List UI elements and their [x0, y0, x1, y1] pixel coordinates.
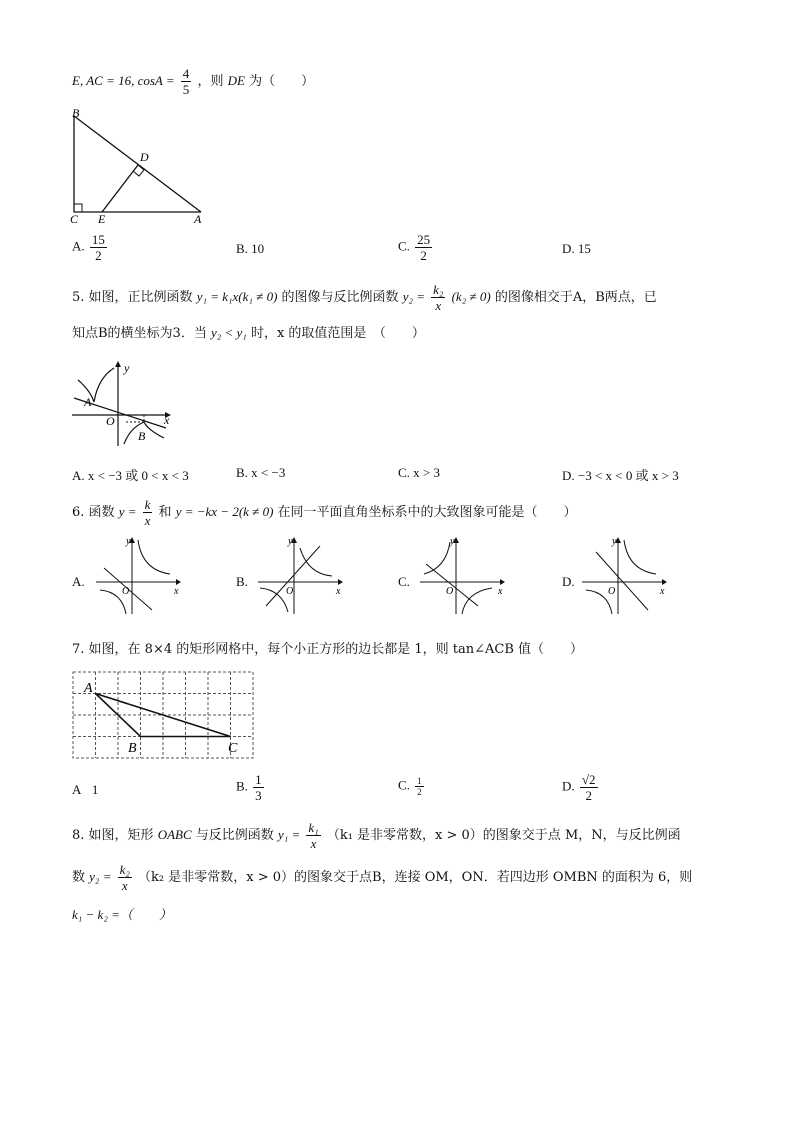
q7-option-c-fraction: [415, 776, 424, 797]
q7-point-b-label: B: [128, 741, 137, 756]
q8-formula-1-fraction: [306, 820, 320, 851]
q5-formula-2-fraction: [431, 282, 445, 313]
q4-cos-den: 5: [182, 82, 190, 97]
q4-stem-var: DE: [227, 73, 245, 88]
q6-c-y-label: y: [450, 536, 455, 547]
q4-label-b: B: [72, 106, 80, 120]
q8-text-c: （k₁ 是非零常数，x > 0）的图象交于点 M，N，与反比例函: [326, 828, 681, 843]
q6-graph-b[interactable]: [254, 534, 346, 616]
q7-option-b-fraction: [253, 772, 264, 803]
q4-label-d: D: [140, 150, 149, 164]
q8-text-a: 8. 如图，矩形: [72, 828, 154, 843]
q8-text-d: 数: [72, 870, 86, 885]
q4-option-a-num: 15: [91, 232, 105, 247]
q8-formula-1-left: y₁ =: [277, 827, 301, 842]
q8-formula-1-den: x: [310, 836, 317, 851]
q7-option-d-fraction: [580, 772, 598, 803]
q7-option-d-den: 2: [585, 788, 592, 803]
q4-option-b-value: 10: [251, 241, 265, 256]
q6-d-x-label: x: [660, 586, 665, 597]
q6-c-x-label: x: [498, 586, 503, 597]
q7-option-d-label: D.: [562, 778, 575, 794]
q6-formula-1-fraction: [143, 497, 153, 528]
q7-option-d-num: √2: [581, 772, 596, 787]
q6-graph-c[interactable]: [416, 534, 508, 616]
q6-stem: [72, 497, 577, 528]
q5-text-e: 时，x 的取值范围是 （ ）: [250, 326, 425, 341]
q4-option-d-value: 15: [577, 241, 591, 256]
q7-option-d[interactable]: [562, 772, 600, 803]
q8-formula-2-left: y₂ =: [89, 869, 112, 884]
q6-d-y-label: y: [612, 536, 617, 547]
q5-text-a: 5. 如图，正比例函数: [72, 290, 193, 305]
q6-formula-2: y = −kx − 2(k ≠ 0): [175, 504, 274, 519]
q5-graph-figure: [68, 358, 178, 448]
q5-stem-line2: [72, 323, 425, 344]
q4-option-a-den: 2: [95, 248, 102, 263]
q8-text-e: （k₂ 是非零常数，x > 0）的图象交于点B，连接 OM，ON．若四边形 OMBN 的面积为 6，则: [138, 870, 693, 885]
q8-text-f: k₁ − k₂ =（ ）: [72, 907, 172, 922]
q6-b-x-label: x: [336, 586, 341, 597]
q6-text-c: 在同一平面直角坐标系中的大致图象可能是（ ）: [277, 505, 577, 520]
q5-option-a[interactable]: A. x < −3 或 0 < x < 3: [72, 468, 189, 483]
q8-formula-1-num: k₁: [308, 820, 319, 835]
q7-option-a-label: A: [72, 782, 81, 797]
q5-formula-1: y₁ = k₁x(k₁ ≠ 0): [196, 289, 278, 304]
q5-formula-2-num: k₂: [433, 282, 444, 297]
q5-axis-x-label: x: [164, 413, 170, 427]
q6-graph-a[interactable]: [92, 534, 184, 616]
q4-stem-end: 为（ ）: [249, 74, 315, 89]
q7-option-c-label: C.: [398, 777, 410, 793]
q7-option-c-num: 1: [417, 776, 422, 786]
q7-option-b-den: 3: [255, 788, 262, 803]
q6-text-b: 和: [158, 505, 172, 520]
q6-formula-1-num: k: [144, 497, 151, 512]
q5-point-a-label: A: [84, 395, 92, 409]
q6-c-origin-label: O: [446, 586, 454, 597]
q6-a-x-label: x: [174, 586, 179, 597]
q5-text-d: 知点B的横坐标为3．当: [72, 326, 207, 341]
q7-option-b-num: 1: [255, 772, 262, 787]
q7-point-c-label: C: [228, 741, 238, 756]
q5-point-b-label: B: [138, 429, 146, 443]
q4-option-c-den: 2: [420, 248, 427, 263]
q5-option-d[interactable]: D. −3 < x < 0 或 x > 3: [562, 468, 679, 483]
q6-text-a: 6. 函数: [72, 505, 115, 520]
q7-option-b-label: B.: [236, 778, 248, 794]
q6-formula-1-den: x: [144, 513, 151, 528]
q4-stem: [72, 66, 314, 97]
q5-option-c[interactable]: C. x > 3: [398, 465, 441, 480]
q8-stem-line1: [72, 820, 681, 851]
q5-text-b: 的图像与反比例函数: [281, 290, 399, 305]
q4-label-c: C: [70, 212, 79, 224]
q4-stem-suffix: ，则: [197, 74, 224, 89]
q7-stem: 7. 如图，在 8×4 的矩形网格中，每个小正方形的边长都是 1，则 tan∠ACB 值（ ）: [72, 642, 584, 657]
q6-formula-1-left: y =: [118, 504, 137, 519]
q8-formula-2-num: k₂: [119, 862, 130, 877]
q4-option-a-label: A.: [72, 238, 85, 254]
q7-grid-figure: [70, 668, 260, 764]
q4-label-a: A: [194, 212, 202, 224]
q5-formula-2-left: y₂ =: [402, 289, 426, 304]
q6-option-a-label[interactable]: A.: [72, 574, 85, 589]
q6-option-c-label[interactable]: C.: [398, 574, 410, 589]
q4-option-d[interactable]: [562, 241, 591, 257]
q6-d-origin-label: O: [608, 586, 616, 597]
q6-a-origin-label: O: [122, 586, 130, 597]
q4-option-a-fraction: [90, 232, 107, 263]
q4-triangle-figure: [66, 104, 216, 224]
q6-b-origin-label: O: [286, 586, 294, 597]
q7-option-a-value: 1: [91, 782, 99, 797]
q8-stem-line3: [72, 905, 172, 926]
q6-b-y-label: y: [288, 536, 293, 547]
q4-label-e: E: [98, 212, 106, 224]
q5-formula-3: y₂ < y₁: [210, 325, 247, 340]
q6-option-d-label[interactable]: D.: [562, 574, 575, 589]
q4-cos-num: 4: [182, 66, 190, 81]
q4-option-b-label: B.: [236, 241, 248, 256]
q6-a-y-label: y: [126, 536, 131, 547]
q5-axis-y-label: y: [124, 361, 130, 375]
q5-formula-2-right: (k₂ ≠ 0): [451, 289, 491, 304]
q8-formula-2-den: x: [121, 878, 128, 893]
q4-option-b[interactable]: [236, 241, 264, 257]
q5-formula-2-den: x: [435, 298, 442, 313]
q8-formula-2-fraction: [118, 862, 132, 893]
q4-stem-prefix: E, AC = 16, cosA =: [72, 73, 175, 88]
q6-option-b-label[interactable]: B.: [236, 574, 248, 589]
q8-var-oabc: OABC: [157, 827, 192, 842]
q5-origin-label: O: [106, 414, 115, 428]
q7-option-c-den: 2: [417, 787, 422, 797]
q8-text-b: 与反比例函数: [195, 828, 274, 843]
q5-stem-line1: [72, 282, 657, 313]
q4-option-c[interactable]: [398, 232, 434, 263]
q4-option-c-num: 25: [417, 232, 431, 247]
q6-graph-d[interactable]: [578, 534, 670, 616]
q8-stem-line2: [72, 862, 692, 893]
q5-option-b[interactable]: B. x < −3: [236, 465, 286, 480]
q7-option-c[interactable]: [398, 776, 426, 797]
q7-option-a[interactable]: [72, 782, 98, 798]
q4-option-d-label: D.: [562, 241, 575, 256]
q4-cos-fraction: [181, 66, 192, 97]
q7-option-b[interactable]: [236, 772, 266, 803]
q4-option-a[interactable]: [72, 232, 109, 263]
q4-option-c-label: C.: [398, 238, 410, 254]
q5-text-c: 的图像相交于A，B两点，已: [494, 290, 657, 305]
q7-point-a-label: A: [84, 681, 93, 696]
q4-option-c-fraction: [415, 232, 432, 263]
